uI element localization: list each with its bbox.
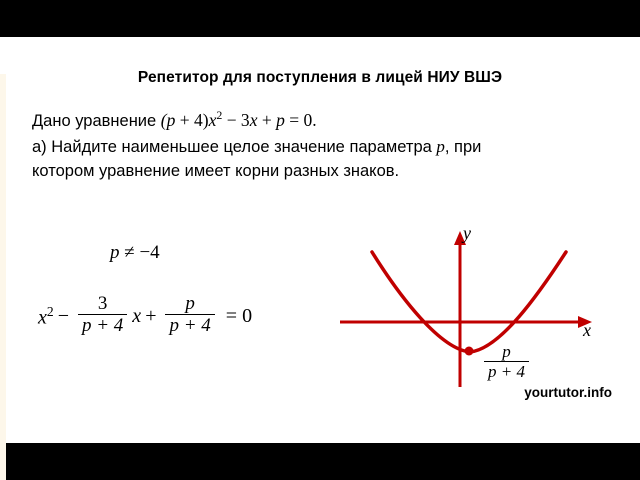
fraction-1-numerator: 3 xyxy=(97,293,108,314)
fraction-2-denominator: p + 4 xyxy=(165,314,214,337)
problem-line-3: котором уравнение имеет корни разных знаков. xyxy=(32,161,400,180)
problem-line-2-variable: p xyxy=(436,137,445,157)
page-title: Репетитор для поступления в лицей НИУ ВШЭ xyxy=(137,69,503,86)
problem-line-1-prefix: Дано уравнение xyxy=(32,111,161,130)
problem-line-1 xyxy=(32,107,612,133)
fraction-2-numerator: p xyxy=(185,293,195,314)
parabola-curve xyxy=(372,252,566,352)
parabola-graph xyxy=(330,223,610,402)
formula-reduced-equation xyxy=(38,295,252,338)
problem-line-2-text: а) Найдите наименьшее целое значение параметра xyxy=(32,138,437,157)
formula-condition-var: p xyxy=(110,242,120,263)
problem-equation: $(p + 4)x^2 - 3x + p = 0$. xyxy=(160,108,317,130)
x-axis-label: x xyxy=(583,320,591,340)
formula-main-x: $x^2$ xyxy=(38,303,54,329)
y-intercept-numerator: p xyxy=(502,342,511,361)
problem-line-2 xyxy=(32,135,612,159)
formula-main-minus: − xyxy=(57,304,69,327)
y-intercept-denominator: p + 4 xyxy=(484,361,529,382)
fraction-1-denominator: p + 4 xyxy=(78,314,127,337)
slide-canvas xyxy=(0,37,640,443)
slide-left-stripe xyxy=(0,74,6,480)
graph-svg xyxy=(330,227,610,402)
formula-condition-value: −4 xyxy=(139,242,160,263)
formula-main-equals: = 0 xyxy=(225,304,253,327)
formula-main-x2: x xyxy=(132,304,142,327)
watermark: yourtutor.info xyxy=(524,385,612,400)
y-intercept-point xyxy=(465,347,474,356)
formula-main-fraction-2 xyxy=(165,294,214,337)
formula-condition xyxy=(110,242,160,264)
problem-statement xyxy=(32,107,612,183)
y-intercept-fraction xyxy=(484,343,529,381)
y-axis-label: y xyxy=(463,223,471,243)
formula-main-fraction-1 xyxy=(78,294,127,337)
formula-main-plus: + xyxy=(145,304,157,327)
problem-line-2-tail: , при xyxy=(444,138,482,157)
formula-condition-sign: ≠ xyxy=(124,242,135,263)
